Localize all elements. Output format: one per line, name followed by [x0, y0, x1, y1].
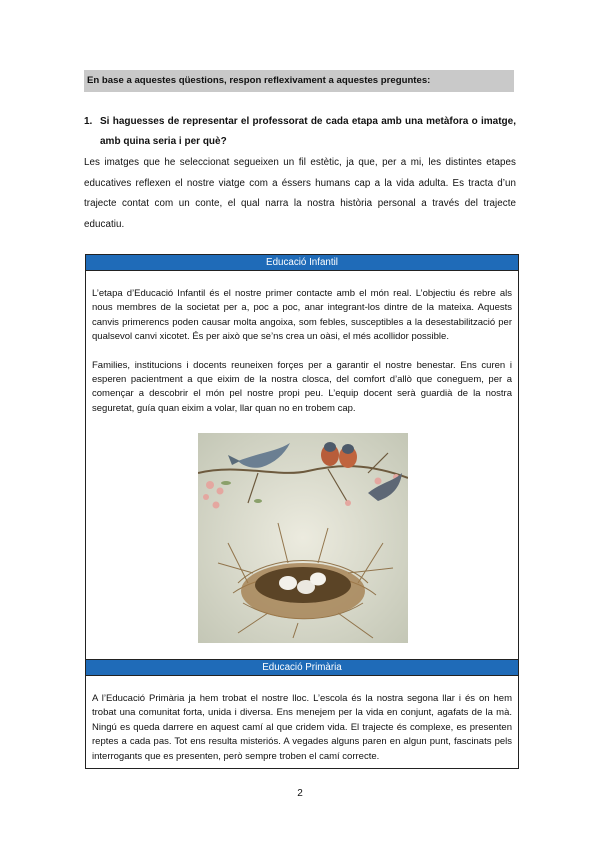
question-number: 1. — [84, 116, 93, 127]
intro-paragraph: Les imatges que he seleccionat segueixen un fil estètic, ja que, per a mi, les distintes etapes educatives reflexen el nostre viatge com a éssers humans cap a la vida adulta. Es tracta d’un trajecte contat com un conte, el qual narra la nostra història personal a través del trajecte educatiu. — [84, 157, 516, 230]
section-title-infantil: Educació Infantil — [86, 255, 518, 271]
infantil-paragraph-1: L’etapa d’Educació Infantil és el nostre primer contacte amb el món real. L’objectiu és rebre als nous membres de la societat per a, poc a poc, anar integrant-los dintre de la mateixa. Aquests canvis primerencs poden causar molta angoixa, som febles, susceptibles a la desestabilització per qualsevol canvi xicotet. És per això que se’ns crea un oàsi, el més acollidor possible. — [92, 288, 512, 343]
instructions-bar — [84, 70, 514, 92]
bird-nest-image — [198, 433, 408, 643]
page-number: 2 — [297, 788, 303, 799]
question-text: Si haguesses de representar el professorat de cada etapa amb una metàfora o imatge, amb quina seria i per què? — [100, 116, 516, 147]
infantil-paragraph-2: Families, institucions i docents reuneixen forçes per a garantir el nostre benestar. Ens curen i esperen pacientment a que eixim de la nostra closca, del comfort d’allò que coneguem, per a començar a descobrir el món pel nostre propi peu. L’equip docent serà guardià de la nostra seguretat, guía quan eixim a volar, llar quan no en trobem cap. — [92, 359, 512, 414]
section-primaria — [85, 659, 519, 769]
question-1 — [84, 112, 516, 152]
section-infantil — [85, 254, 519, 660]
section-title-primaria: Educació Primària — [86, 660, 518, 676]
primaria-paragraph-1: A l’Educació Primària ja hem trobat el nostre lloc. L’escola és la nostra segona llar i és on hem trobat una comunitat forta, unida i diversa. Ens menejem per la vida en conjunt, agafats de la mà. Ningú es queda darrere en aquest camí al que cridem vida. El trajecte és complexe, es presenten reptes a cada pas. Tot ens resulta misteriós. A vegades alguns paren en algun punt, fascinats pels interrogants que es presenten, però sempre troben el camí correcte. — [92, 693, 512, 762]
instructions-text: En base a aquestes qüestions, respon reflexivament a aquestes preguntes: — [87, 75, 431, 86]
